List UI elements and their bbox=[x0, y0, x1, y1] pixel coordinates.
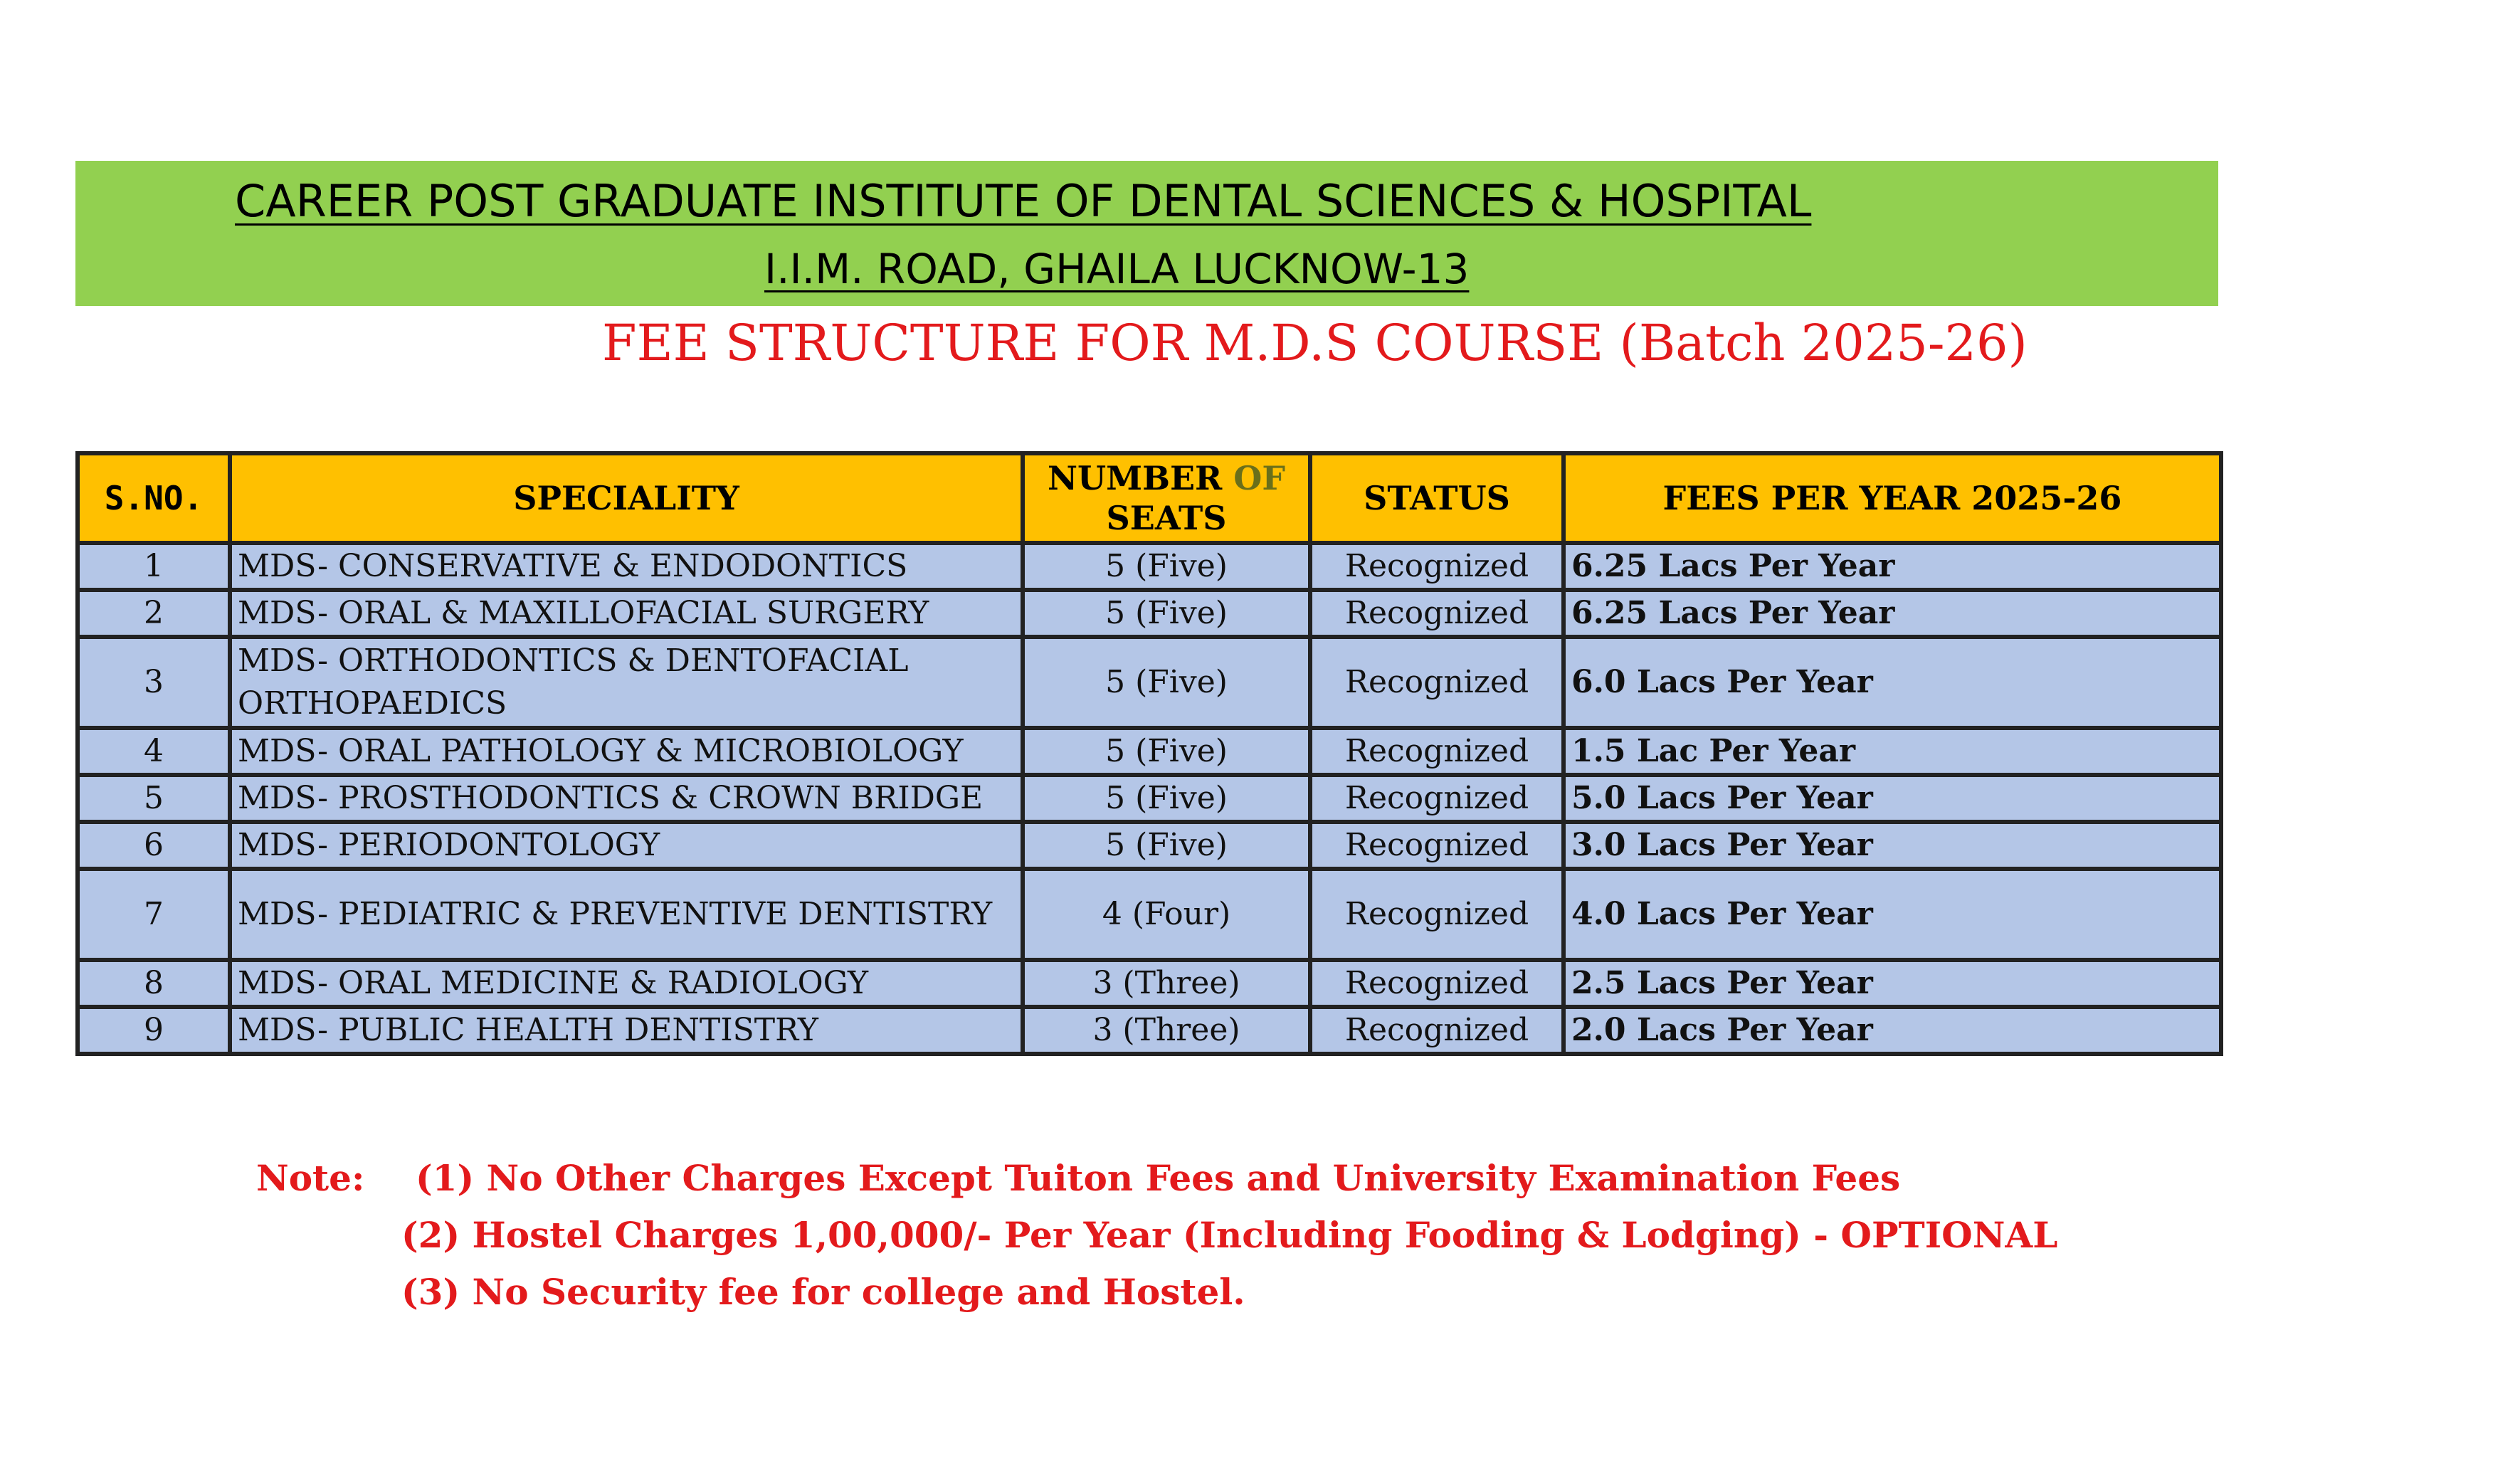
cell-speciality: MDS- PEDIATRIC & PREVENTIVE DENTISTRY bbox=[230, 869, 1023, 960]
table-row bbox=[78, 590, 2221, 637]
cell-seats: 5 (Five) bbox=[1023, 590, 1310, 637]
institute-address: I.I.M. ROAD, GHAILA LUCKNOW-13 bbox=[764, 245, 1470, 293]
cell-fees: 6.25 Lacs Per Year bbox=[1564, 543, 2221, 590]
table-row bbox=[78, 637, 2221, 728]
cell-status: Recognized bbox=[1310, 590, 1564, 637]
header-seats bbox=[1023, 453, 1310, 543]
cell-status: Recognized bbox=[1310, 728, 1564, 775]
cell-status: Recognized bbox=[1310, 775, 1564, 822]
cell-speciality-line2: ORTHOPAEDICS bbox=[238, 685, 507, 722]
cell-seats: 5 (Five) bbox=[1023, 775, 1310, 822]
cell-status: Recognized bbox=[1310, 960, 1564, 1007]
table-row bbox=[78, 869, 2221, 960]
cell-seats: 5 (Five) bbox=[1023, 543, 1310, 590]
note-label: Note: bbox=[256, 1157, 365, 1199]
header-fees: FEES PER YEAR 2025-26 bbox=[1564, 453, 2221, 543]
cell-speciality bbox=[230, 637, 1023, 728]
table-row bbox=[78, 775, 2221, 822]
cell-fees: 5.0 Lacs Per Year bbox=[1564, 775, 2221, 822]
header-speciality: SPECIALITY bbox=[230, 453, 1023, 543]
note-item-2: (2) Hostel Charges 1,00,000/- Per Year (Including Fooding & Lodging) - OPTIONAL bbox=[401, 1214, 2058, 1256]
cell-speciality: MDS- PROSTHODONTICS & CROWN BRIDGE bbox=[230, 775, 1023, 822]
cell-seats: 3 (Three) bbox=[1023, 960, 1310, 1007]
note-item-1: (1) No Other Charges Except Tuiton Fees and University Examination Fees bbox=[416, 1157, 1901, 1199]
table-row bbox=[78, 543, 2221, 590]
cell-seats: 5 (Five) bbox=[1023, 822, 1310, 869]
header-seats-seats: SEATS bbox=[1106, 499, 1227, 537]
header-sno: S.NO. bbox=[78, 453, 230, 543]
cell-speciality: MDS- ORAL PATHOLOGY & MICROBIOLOGY bbox=[230, 728, 1023, 775]
cell-fees: 2.5 Lacs Per Year bbox=[1564, 960, 2221, 1007]
table-row bbox=[78, 960, 2221, 1007]
cell-sno: 6 bbox=[78, 822, 230, 869]
cell-speciality: MDS- PUBLIC HEALTH DENTISTRY bbox=[230, 1007, 1023, 1054]
cell-status: Recognized bbox=[1310, 543, 1564, 590]
cell-sno: 5 bbox=[78, 775, 230, 822]
cell-speciality: MDS- CONSERVATIVE & ENDODONTICS bbox=[230, 543, 1023, 590]
cell-sno: 4 bbox=[78, 728, 230, 775]
cell-status: Recognized bbox=[1310, 637, 1564, 728]
cell-fees: 4.0 Lacs Per Year bbox=[1564, 869, 2221, 960]
table-row bbox=[78, 728, 2221, 775]
header-status: STATUS bbox=[1310, 453, 1564, 543]
table-row bbox=[78, 822, 2221, 869]
note-item-3: (3) No Security fee for college and Hostel. bbox=[401, 1271, 1245, 1313]
cell-fees: 6.25 Lacs Per Year bbox=[1564, 590, 2221, 637]
cell-fees: 1.5 Lac Per Year bbox=[1564, 728, 2221, 775]
cell-seats: 4 (Four) bbox=[1023, 869, 1310, 960]
cell-speciality: MDS- ORAL MEDICINE & RADIOLOGY bbox=[230, 960, 1023, 1007]
cell-status: Recognized bbox=[1310, 869, 1564, 960]
cell-speciality: MDS- PERIODONTOLOGY bbox=[230, 822, 1023, 869]
header-seats-number: NUMBER bbox=[1047, 459, 1223, 497]
cell-sno: 7 bbox=[78, 869, 230, 960]
cell-fees: 6.0 Lacs Per Year bbox=[1564, 637, 2221, 728]
cell-sno: 9 bbox=[78, 1007, 230, 1054]
cell-fees: 2.0 Lacs Per Year bbox=[1564, 1007, 2221, 1054]
header-seats-of: OF bbox=[1233, 459, 1285, 497]
cell-status: Recognized bbox=[1310, 822, 1564, 869]
cell-sno: 2 bbox=[78, 590, 230, 637]
cell-seats: 5 (Five) bbox=[1023, 637, 1310, 728]
cell-seats: 5 (Five) bbox=[1023, 728, 1310, 775]
cell-seats: 3 (Three) bbox=[1023, 1007, 1310, 1054]
cell-speciality-line1: MDS- ORTHODONTICS & DENTOFACIAL bbox=[238, 643, 909, 679]
table-row bbox=[78, 1007, 2221, 1054]
cell-speciality: MDS- ORAL & MAXILLOFACIAL SURGERY bbox=[230, 590, 1023, 637]
cell-status: Recognized bbox=[1310, 1007, 1564, 1054]
institute-name: CAREER POST GRADUATE INSTITUTE OF DENTAL SCIENCES & HOSPITAL bbox=[235, 175, 1812, 227]
cell-fees: 3.0 Lacs Per Year bbox=[1564, 822, 2221, 869]
cell-sno: 3 bbox=[78, 637, 230, 728]
fee-structure-title: FEE STRUCTURE FOR M.D.S COURSE (Batch 2025-26) bbox=[602, 314, 2028, 372]
fee-table bbox=[75, 451, 2223, 1056]
cell-sno: 8 bbox=[78, 960, 230, 1007]
table-header-row bbox=[78, 453, 2221, 543]
cell-sno: 1 bbox=[78, 543, 230, 590]
